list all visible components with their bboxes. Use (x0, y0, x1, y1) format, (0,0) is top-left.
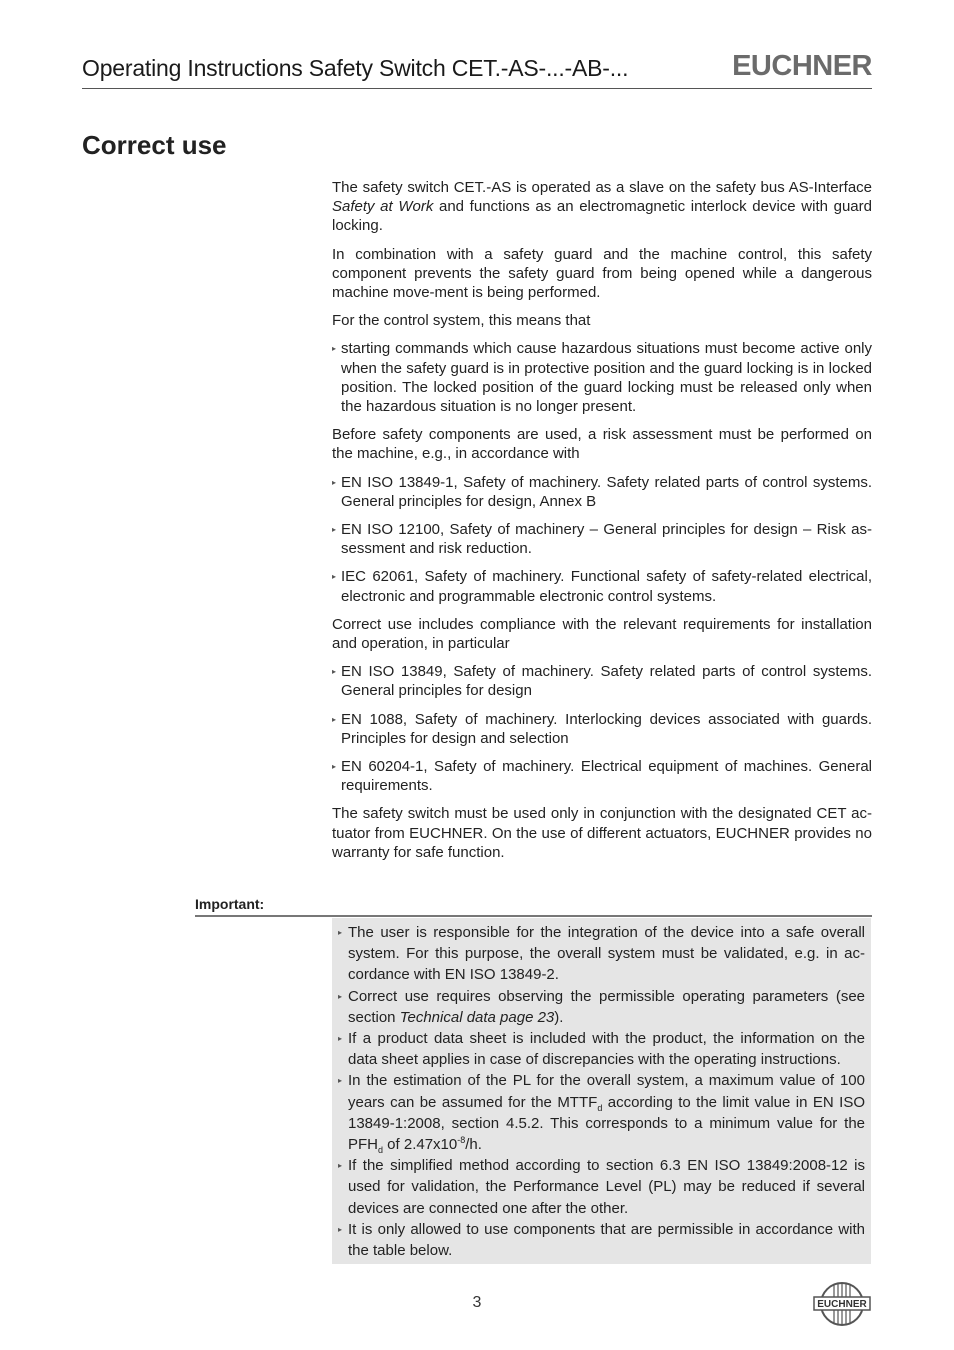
important-divider (195, 915, 872, 917)
important-item-text: /h. (465, 1136, 482, 1154)
triangle-right-icon: ▸ (332, 525, 337, 535)
list-item (332, 757, 872, 795)
document-title: Operating Instructions Safety Switch CET.-AS-...-AB-... (82, 55, 629, 81)
triangle-right-icon: ▸ (338, 1034, 343, 1044)
paragraph-risk-assessment: Before safety components are used, a risk assessment must be performed on the machine, e.g., in accordance with (332, 426, 872, 463)
important-item (338, 1070, 865, 1155)
triangle-right-icon: ▸ (332, 344, 337, 354)
brand-logo: EUCHNER (732, 50, 872, 82)
paragraph-intro (332, 178, 872, 236)
emphasis-text: Safety at Work (332, 198, 434, 216)
paragraph-text: The safety switch CET.-AS is operated as a slave on the safety bus AS-Interface (332, 179, 872, 196)
list-item-text: EN 1088, Safety of machinery. Interlocking devices associated with guards. Principles for design and selection (341, 710, 872, 747)
important-list (338, 922, 865, 1261)
subscript: d (378, 1145, 384, 1156)
important-item (338, 922, 865, 986)
list-item-text: EN 60204-1, Safety of machinery. Electrical equipment of machines. General requirements. (341, 758, 872, 795)
list-item-text: IEC 62061, Safety of machinery. Functional safety of safety-related electrical, electronic and programmable electronic control systems. (341, 568, 872, 605)
paragraph-combination: In combination with a safety guard and the machine control, this safety component prevents the safety guard from being opened while a dangerous machine move-ment is being performed. (332, 245, 872, 302)
triangle-right-icon: ▸ (338, 991, 343, 1001)
important-item-text: ). (554, 1008, 564, 1026)
important-item-text: In the estimation of the PL for the overall system, a maximum value of 100 years can be assumed for the MTTF (348, 1072, 865, 1111)
section-title: Correct use (82, 130, 227, 160)
list-item-text: EN ISO 13849-1, Safety of machinery. Safety related parts of control systems. General principles for design, Annex B (341, 473, 872, 510)
important-item (338, 1219, 865, 1261)
list-item (332, 662, 872, 700)
triangle-right-icon: ▸ (338, 1076, 343, 1086)
paragraph-actuator: The safety switch must be used only in conjunction with the designated CET ac-tuator from EUCHNER. On the use of different actuators, EUCHNER provides no warranty for safe function. (332, 805, 872, 861)
paragraph-compliance: Correct use includes compliance with the relevant requirements for installation and operation, in particular (332, 615, 872, 653)
euchner-seal-logo (812, 1280, 872, 1328)
important-item (338, 986, 865, 1028)
triangle-right-icon: ▸ (332, 714, 337, 724)
triangle-right-icon: ▸ (338, 928, 343, 937)
header-divider (82, 88, 872, 89)
list-item-text: EN ISO 13849, Safety of machinery. Safety related parts of control systems. General principles for design (341, 663, 872, 700)
triangle-right-icon: ▸ (338, 1224, 343, 1234)
list-item (332, 567, 872, 605)
triangle-right-icon: ▸ (338, 1161, 343, 1171)
important-item (338, 1155, 865, 1219)
important-item-text: The user is responsible for the integration of the device into a safe overall system. For this purpose, the overall system must be validated, e.g. in ac-cordance with EN ISO 13849-2. (348, 924, 865, 984)
list-item (332, 339, 872, 416)
important-item-text: of 2.47x10 (383, 1136, 458, 1154)
list-item (332, 710, 872, 748)
important-label: Important: (195, 896, 265, 912)
important-item (338, 1028, 865, 1070)
list-item-text: starting commands which cause hazardous situations must become active only when the safety guard is in protective position and the guard locking is in locked position. The locked position of the guard locking must be released only when the hazardous situation is no longer present. (341, 340, 872, 416)
important-item-text: If the simplified method according to section 6.3 EN ISO 13849:2008-12 is used for validation, the Performance Level (PL) may be reduced if several devices are connected one after the other. (348, 1157, 865, 1217)
section-reference: Technical data page 23 (399, 1008, 555, 1026)
seal-text: EUCHNER (817, 1299, 867, 1310)
subscript: d (597, 1102, 603, 1113)
triangle-right-icon: ▸ (332, 572, 337, 582)
list-item-text: EN ISO 12100, Safety of machinery – General principles for design – Risk as-sessment and risk reduction. (341, 521, 872, 558)
triangle-right-icon: ▸ (332, 667, 337, 677)
superscript: -8 (457, 1135, 466, 1146)
paragraph-control-system: For the control system, this means that (332, 312, 591, 330)
important-item-text: It is only allowed to use components that are permissible in accordance with the table below. (348, 1220, 865, 1260)
list-item (332, 473, 872, 511)
paragraph-text: and functions as an electromagnetic interlock device with guard locking. (332, 198, 872, 235)
list-item (332, 520, 872, 558)
triangle-right-icon: ▸ (332, 762, 337, 772)
important-item-text: according to the limit value in EN ISO 13849-1:2008, section 4.5.2. This corresponds to a minimum value for the PFH (348, 1093, 865, 1154)
page-number: 3 (472, 1294, 482, 1311)
triangle-right-icon: ▸ (332, 477, 337, 487)
body-column (332, 178, 872, 871)
important-item-text: If a product data sheet is included with the product, the information on the data sheet applies in case of discrepancies with the operating instructions. (348, 1030, 865, 1069)
important-item-text: Correct use requires observing the permissible operating parameters (see section (348, 987, 865, 1026)
